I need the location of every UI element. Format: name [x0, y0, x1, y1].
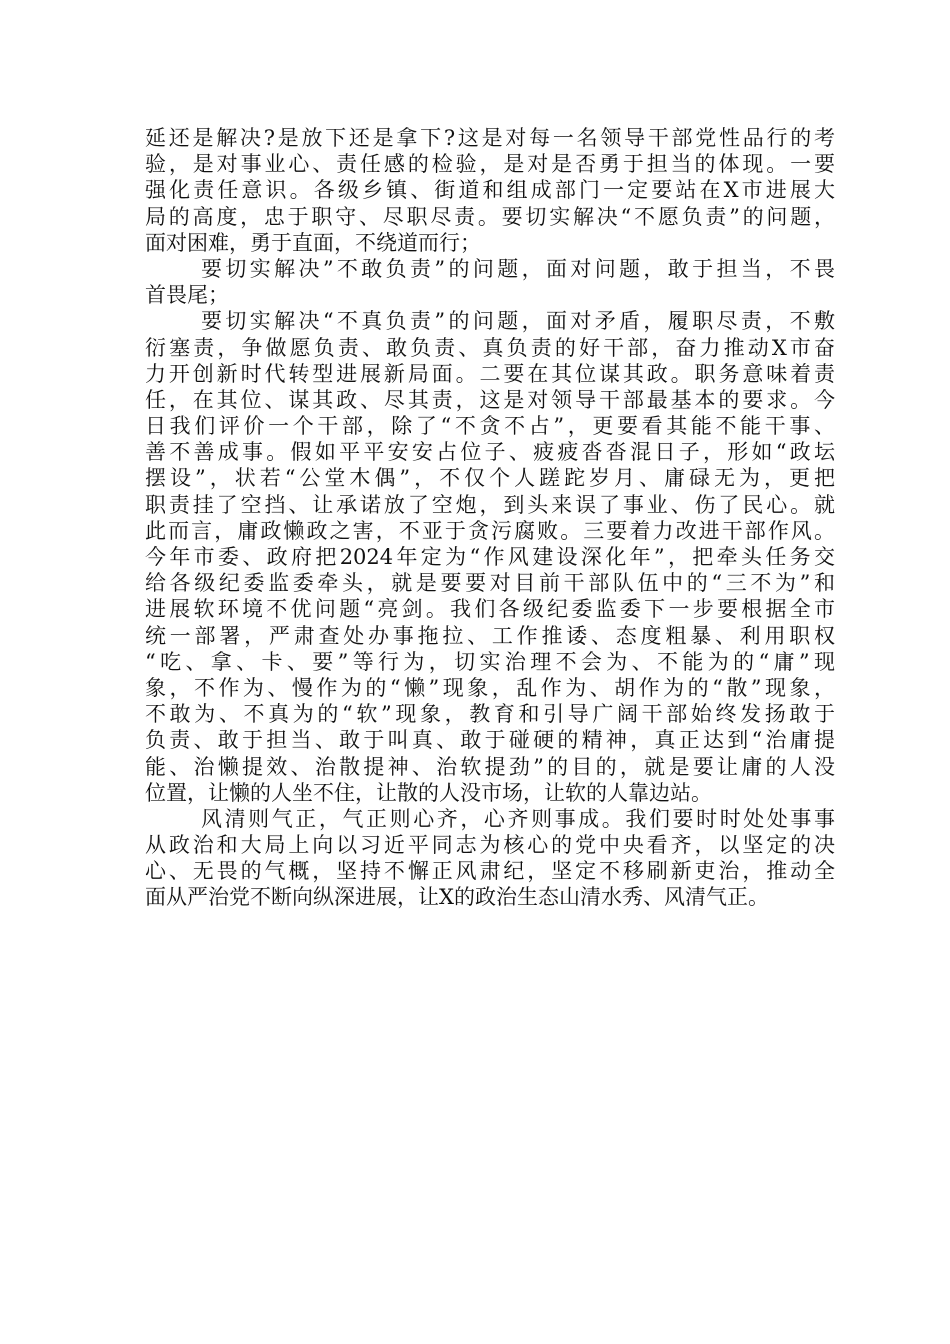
- text-line: 要切实解决“不真负责”的问题，面对矛盾，履职尽责，不敷: [201, 309, 835, 334]
- text-line: 首畏尾；: [145, 283, 229, 308]
- text-line: “吃、拿、卡、要”等行为，切实治理不会为、不能为的“庸”现: [145, 649, 835, 674]
- text-line: 日我们评价一个干部，除了“不贪不占”，更要看其能不能干事、: [145, 414, 835, 439]
- text-line: 强化责任意识。各级乡镇、街道和组成部门一定要站在X市进展大: [145, 178, 835, 203]
- text-line: 给各级纪委监委牵头，就是要要对目前干部队伍中的“三不为”和: [145, 571, 835, 596]
- text-line: 能、治懒提效、治散提神、治软提劲”的目的，就是要让庸的人没: [145, 754, 835, 779]
- text-line: 职责挂了空挡、让承诺放了空炮，到头来误了事业、伤了民心。就: [145, 492, 835, 517]
- text-line: 力开创新时代转型进展新局面。二要在其位谋其政。职务意味着责: [145, 361, 835, 386]
- text-line: 延还是解决?是放下还是拿下?这是对每一名领导干部党性品行的考: [145, 126, 835, 150]
- text-line: 任，在其位、谋其政、尽其责，这是对领导干部最基本的要求。今: [145, 387, 835, 412]
- text-line: 统一部署，严肃查处办事拖拉、工作推诿、态度粗暴、利用职权: [145, 623, 835, 648]
- text-line: 心、无畏的气概，坚持不懈正风肃纪，坚定不移刷新吏治，推动全: [145, 859, 835, 884]
- body-text: [145, 125, 835, 911]
- text-line: 从政治和大局上向以习近平同志为核心的党中央看齐，以坚定的决: [145, 833, 835, 858]
- text-line: 验，是对事业心、责任感的检验，是对是否勇于担当的体现。一要: [145, 152, 835, 177]
- text-line: 面从严治党不断向纵深进展，让X的政治生态山清水秀、风清气正。: [145, 885, 769, 910]
- text-line: 此而言，庸政懒政之害，不亚于贪污腐败。三要着力改进干部作风。: [145, 518, 835, 543]
- text-line: 不敢为、不真为的“软”现象，教育和引导广阔干部始终发扬敢于: [145, 702, 835, 727]
- text-line: 要切实解决”不敢负责”的问题，面对问题，敢于担当，不畏: [201, 256, 835, 281]
- text-line: 面对困难，勇于直面，不绕道而行；: [145, 230, 481, 255]
- text-line: 进展软环境不优问题“亮剑。我们各级纪委监委下一步要根据全市: [145, 597, 835, 622]
- text-line: 象，不作为、慢作为的“懒”现象，乱作为、胡作为的“散”现象，: [145, 675, 835, 700]
- text-line: 负责、敢于担当、敢于叫真、敢于碰硬的精神，真正达到“治庸提: [145, 728, 835, 753]
- text-line: 风清则气正，气正则心齐，心齐则事成。我们要时时处处事事: [201, 806, 835, 831]
- text-line: 今年市委、政府把2024年定为“作风建设深化年”，把牵头任务交: [145, 545, 835, 569]
- text-line: 善不善成事。假如平平安安占位子、疲疲沓沓混日子，形如“政坛: [145, 440, 835, 465]
- text-line: 局的高度，忠于职守、尽职尽责。要切实解决“不愿负责”的问题，: [145, 204, 835, 229]
- text-line: 摆设”，状若“公堂木偶”，不仅个人蹉跎岁月、庸碌无为，更把: [145, 466, 835, 491]
- text-line: 衍塞责，争做愿负责、敢负责、真负责的好干部，奋力推动X市奋: [145, 335, 835, 360]
- text-line: 位置，让懒的人坐不住，让散的人没市场，让软的人靠边站。: [145, 780, 712, 805]
